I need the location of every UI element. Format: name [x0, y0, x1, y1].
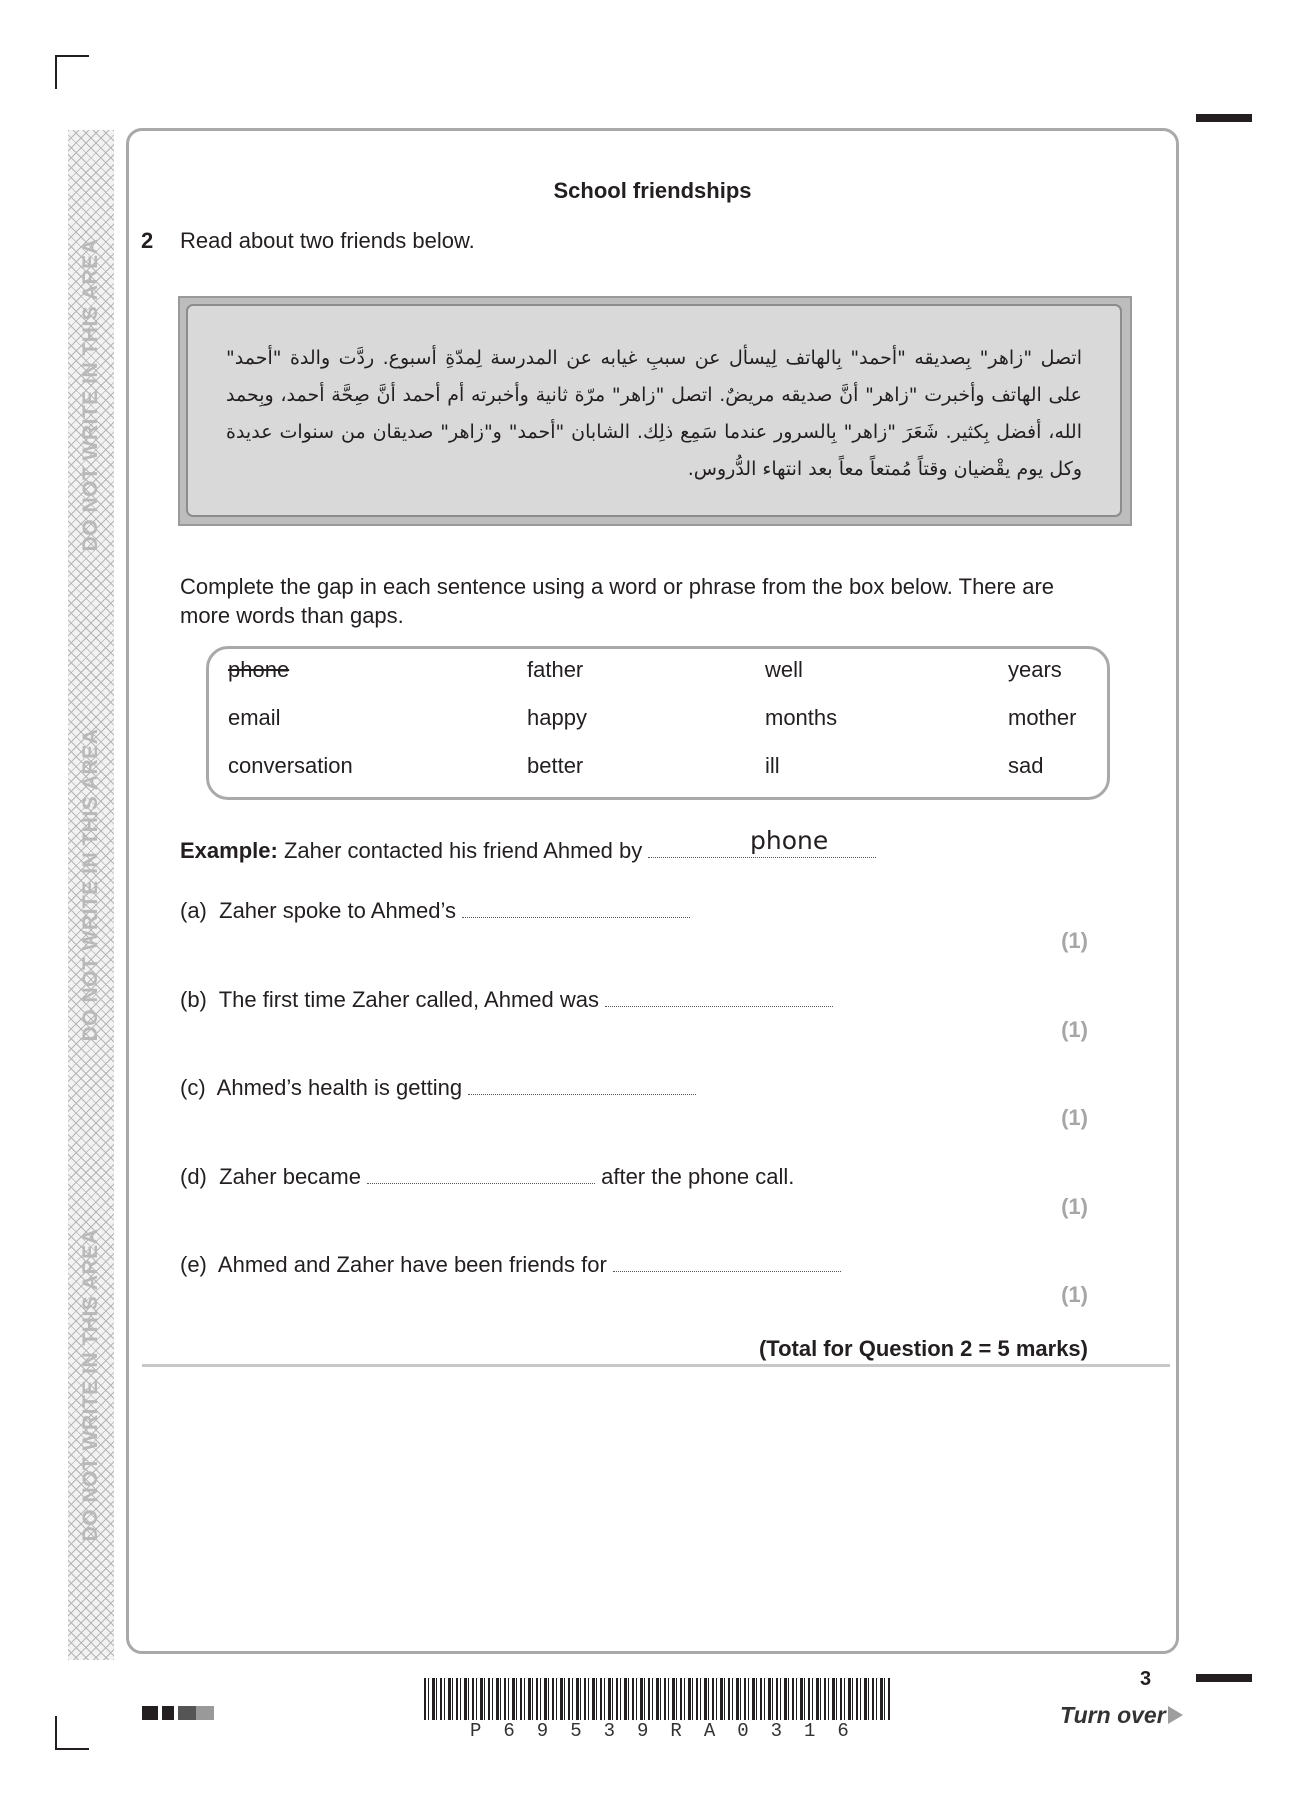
crop-mark-bottom-horizontal — [55, 1748, 89, 1750]
item-text-after: after the phone call. — [601, 1164, 795, 1189]
instruction-text: Complete the gap in each sentence using a word or phrase from the box below. There are more words than gaps. — [180, 574, 1055, 628]
barcode — [424, 1678, 890, 1720]
total-marks: (Total for Question 2 = 5 marks) — [758, 1336, 1088, 1361]
mark-d: (1) — [1061, 1194, 1088, 1219]
item-text: Ahmed and Zaher have been friends for — [217, 1252, 607, 1277]
arabic-passage: اتصل "زاهر" بِصديقه "أحمد" بِالهاتف لِيسأل عن سببِ غيابه عن المدرسة لِمدّةِ أسبوع. ردَّت والدة "أحمد" على الهاتف وأخبرت "زاهر" أنَّ صديقه مريضٌ. اتصل "زاهر" مرّة ثانية وأخبرته أم أحمد أنَّ صِحَّة أحمد، وبِحمد الله، أفضل بِكثير. شَعَرَ "زاهر" بِالسرور عندما سَمِع ذلِك. الشابان "أحمد" و"زاهر" صديقان من سنوات عديدة وكل يوم يقْضيان وقتاً مُمتعاً معاً بعد انتهاء الدُّروس. — [186, 304, 1122, 517]
item-label: (e) — [180, 1252, 207, 1277]
word-box-item: mother — [1008, 705, 1077, 730]
answer-gap-e[interactable] — [613, 1257, 841, 1272]
item-text: Zaher became — [219, 1164, 361, 1189]
item-b — [180, 987, 833, 1013]
word-box-item: sad — [1008, 753, 1044, 778]
crop-mark-bottom-vertical — [55, 1716, 57, 1750]
example-answer: phone — [750, 826, 829, 855]
margin-tick-bottom — [1196, 1674, 1252, 1682]
example-label: Example: — [180, 838, 278, 863]
registration-blocks — [142, 1706, 214, 1720]
word-box-item: conversation — [228, 753, 353, 778]
item-text: The first time Zaher called, Ahmed was — [218, 987, 599, 1012]
question-number: 2 — [141, 228, 154, 253]
answer-gap-c[interactable] — [468, 1080, 696, 1095]
word-box-item: months — [765, 705, 838, 730]
turn-over-label: Turn over — [1060, 1702, 1166, 1728]
item-label: (d) — [180, 1164, 207, 1189]
answer-gap-b[interactable] — [605, 992, 833, 1007]
item-a — [180, 898, 690, 924]
mark-b: (1) — [1061, 1017, 1088, 1042]
word-box-item: father — [527, 657, 584, 682]
word-box-item: email — [228, 705, 281, 730]
mark-a: (1) — [1061, 928, 1088, 953]
question-text: Read about two friends below. — [180, 228, 475, 253]
page-title: School friendships — [553, 178, 752, 203]
crop-mark-top-vertical — [55, 55, 57, 89]
word-box-item: better — [527, 753, 584, 778]
word-box-item: phone — [228, 657, 290, 682]
side-warning-1: DO NOT WRITE IN THIS AREA — [79, 238, 102, 552]
answer-gap-d[interactable] — [367, 1169, 595, 1184]
answer-gap-a[interactable] — [462, 903, 690, 918]
item-text: Zaher spoke to Ahmed’s — [219, 898, 456, 923]
item-label: (c) — [180, 1075, 206, 1100]
item-text: Ahmed’s health is getting — [216, 1075, 463, 1100]
item-label: (a) — [180, 898, 207, 923]
mark-e: (1) — [1061, 1282, 1088, 1307]
crop-mark-top-horizontal — [55, 55, 89, 57]
example-text: Zaher contacted his friend Ahmed by — [283, 838, 643, 863]
side-warning-2: DO NOT WRITE IN THIS AREA — [79, 728, 102, 1042]
word-box-item: years — [1008, 657, 1062, 682]
word-box-item: happy — [527, 705, 587, 730]
word-box-item: well — [765, 657, 803, 682]
item-c — [180, 1075, 696, 1101]
side-warning-3: DO NOT WRITE IN THIS AREA — [79, 1228, 102, 1542]
item-e — [180, 1252, 841, 1278]
turn-over-arrow-icon — [1168, 1706, 1183, 1724]
item-d — [180, 1164, 794, 1190]
page-number: 3 — [1140, 1668, 1152, 1690]
mark-c: (1) — [1061, 1105, 1088, 1130]
margin-tick-top — [1196, 114, 1252, 122]
item-label: (b) — [180, 987, 207, 1012]
word-box-item: ill — [765, 753, 780, 778]
section-divider — [142, 1364, 1170, 1367]
barcode-text: P69539RA0316 — [470, 1720, 871, 1742]
